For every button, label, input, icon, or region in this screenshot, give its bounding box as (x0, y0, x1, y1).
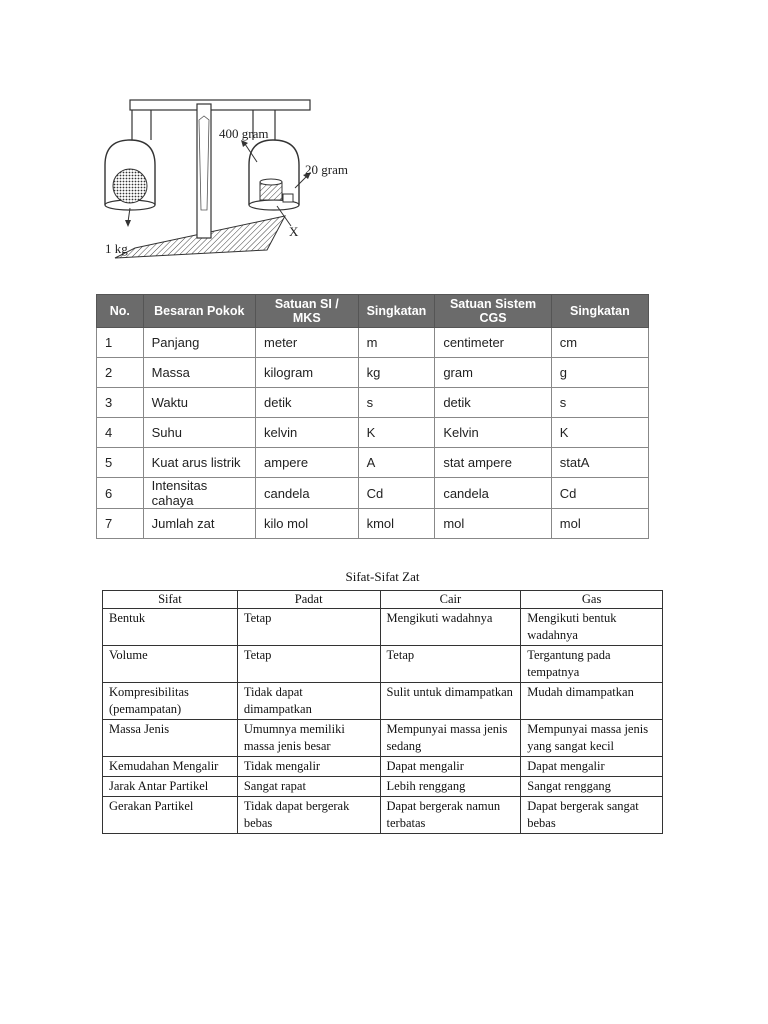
table-cell: kilogram (256, 358, 359, 388)
label-x: X (289, 224, 299, 239)
table-cell: 7 (97, 509, 144, 539)
table-cell: cm (551, 328, 648, 358)
table-cell: Kemudahan Mengalir (103, 757, 238, 777)
table-cell: Gerakan Partikel (103, 797, 238, 834)
table-cell: Cd (551, 478, 648, 509)
table-cell: Volume (103, 646, 238, 683)
table-cell: 5 (97, 448, 144, 478)
table-cell: kelvin (256, 418, 359, 448)
table-cell: Sangat rapat (237, 777, 380, 797)
table-row (103, 609, 663, 646)
header-cell: Gas (521, 591, 663, 609)
header-cell: Padat (237, 591, 380, 609)
table-cell: stat ampere (435, 448, 551, 478)
table-cell: Bentuk (103, 609, 238, 646)
table-cell: centimeter (435, 328, 551, 358)
table-cell: kg (358, 358, 435, 388)
table-cell: Tergantung pada tempatnya (521, 646, 663, 683)
table-row (103, 797, 663, 834)
table-cell: Massa Jenis (103, 720, 238, 757)
table-row (97, 418, 649, 448)
table-row (97, 388, 649, 418)
matter-properties-table (102, 590, 663, 834)
label-400-gram: 400 gram (219, 126, 269, 141)
table-cell: Umumnya memiliki massa jenis besar (237, 720, 380, 757)
table-cell: 4 (97, 418, 144, 448)
table-cell: Mengikuti bentuk wadahnya (521, 609, 663, 646)
table-cell: Suhu (143, 418, 255, 448)
table-cell: Jarak Antar Partikel (103, 777, 238, 797)
table-header-row (103, 591, 663, 609)
header-cell: No. (97, 295, 144, 328)
table-cell: 2 (97, 358, 144, 388)
table-cell: ampere (256, 448, 359, 478)
table-cell: Dapat bergerak namun terbatas (380, 797, 521, 834)
table-cell: gram (435, 358, 551, 388)
table-cell: Intensitas cahaya (143, 478, 255, 509)
table-cell: mol (435, 509, 551, 539)
table-cell: K (551, 418, 648, 448)
header-cell: Besaran Pokok (143, 295, 255, 328)
header-cell: Singkatan (358, 295, 435, 328)
table-cell: Massa (143, 358, 255, 388)
table-cell: m (358, 328, 435, 358)
table-cell: Mempunyai massa jenis yang sangat kecil (521, 720, 663, 757)
table-cell: Tetap (237, 609, 380, 646)
table-cell: Sulit untuk dimampatkan (380, 683, 521, 720)
table-row (97, 478, 649, 509)
table-cell: 6 (97, 478, 144, 509)
table-cell: g (551, 358, 648, 388)
table-cell: A (358, 448, 435, 478)
si-cgs-units-table (96, 294, 649, 539)
table-row (103, 683, 663, 720)
table-cell: Mudah dimampatkan (521, 683, 663, 720)
table-header-row (97, 295, 649, 328)
table-row (103, 720, 663, 757)
header-cell: Satuan Sistem CGS (435, 295, 551, 328)
table-cell: Dapat mengalir (521, 757, 663, 777)
header-cell: Singkatan (551, 295, 648, 328)
table-cell: meter (256, 328, 359, 358)
table-cell: candela (256, 478, 359, 509)
props-table-caption: Sifat-Sifat Zat (345, 569, 420, 584)
table-cell: s (551, 388, 648, 418)
table-cell: detik (256, 388, 359, 418)
table-cell: Tidak dapat bergerak bebas (237, 797, 380, 834)
table-cell: Tidak mengalir (237, 757, 380, 777)
table-cell: Waktu (143, 388, 255, 418)
table-cell: Sangat renggang (521, 777, 663, 797)
table-row (97, 509, 649, 539)
table-cell: Kelvin (435, 418, 551, 448)
table-cell: kilo mol (256, 509, 359, 539)
table-cell: s (358, 388, 435, 418)
table-cell: Tetap (380, 646, 521, 683)
label-1-kg: 1 kg (105, 241, 128, 256)
table-row (97, 358, 649, 388)
table-row (103, 777, 663, 797)
table-cell: K (358, 418, 435, 448)
table-cell: candela (435, 478, 551, 509)
table-cell: Dapat bergerak sangat bebas (521, 797, 663, 834)
table-cell: 1 (97, 328, 144, 358)
table-cell: Lebih renggang (380, 777, 521, 797)
table-row (103, 646, 663, 683)
table-cell: Mengikuti wadahnya (380, 609, 521, 646)
table-row (103, 757, 663, 777)
table-cell: detik (435, 388, 551, 418)
balance-scale-figure (95, 90, 375, 270)
table-cell: statA (551, 448, 648, 478)
table-row (97, 328, 649, 358)
label-20-gram: 20 gram (305, 162, 348, 177)
table-cell: Dapat mengalir (380, 757, 521, 777)
table-cell: Jumlah zat (143, 509, 255, 539)
table-cell: Kompresibilitas (pemampatan) (103, 683, 238, 720)
table-cell: Mempunyai massa jenis sedang (380, 720, 521, 757)
table-cell: Tetap (237, 646, 380, 683)
table-cell: Cd (358, 478, 435, 509)
header-cell: Sifat (103, 591, 238, 609)
header-cell: Cair (380, 591, 521, 609)
header-cell: Satuan SI / MKS (256, 295, 359, 328)
table-cell: Kuat arus listrik (143, 448, 255, 478)
table-cell: Panjang (143, 328, 255, 358)
table-cell: 3 (97, 388, 144, 418)
table-row (97, 448, 649, 478)
table-cell: Tidak dapat dimampatkan (237, 683, 380, 720)
table-cell: mol (551, 509, 648, 539)
table-cell: kmol (358, 509, 435, 539)
